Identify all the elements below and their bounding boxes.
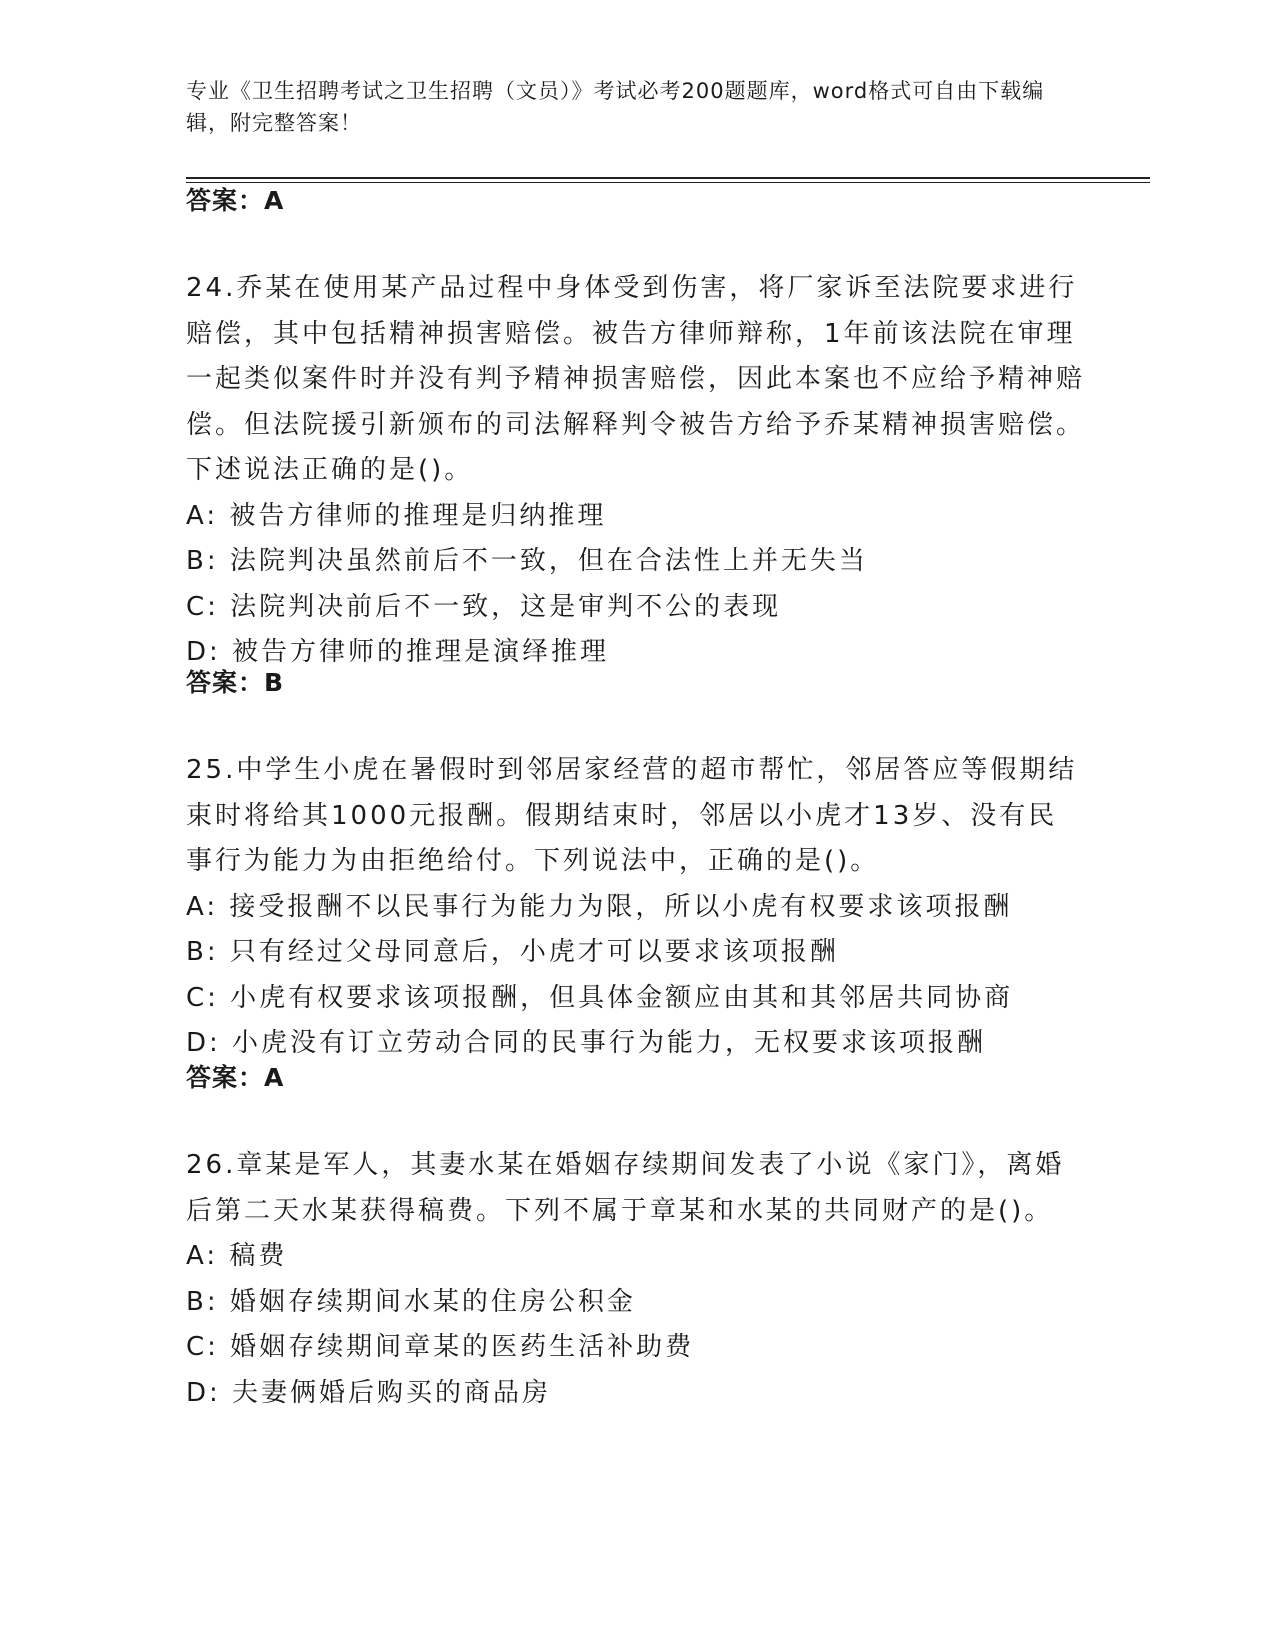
header-divider-thick [186,177,1150,179]
option-d: D: 被告方律师的推理是演绎推理 [186,637,610,667]
question-26 [186,1143,1086,1416]
option-d: D: 夫妻俩婚后购买的商品房 [186,1377,552,1408]
option-a: A: 被告方律师的推理是归纳推理 [186,500,607,531]
question-text: 25.中学生小虎在暑假时到邻居家经营的超市帮忙，邻居答应等假期结束时将给其1000元报酬。假期结束时，邻居以小虎才13岁、没有民事行为能力为由拒绝给付。下列说法中，正确的是()。 [186,755,1078,876]
option-b: B: 婚姻存续期间水某的住房公积金 [186,1286,636,1317]
document-header: 专业《卫生招聘考试之卫生招聘（文员）》考试必考200题题库，word格式可自由下载编辑，附完整答案！ [186,79,1045,135]
option-d: D: 小虎没有订立劳动合同的民事行为能力，无权要求该项报酬 [186,1028,987,1058]
question-text: 26.章某是军人，其妻水某在婚姻存续期间发表了小说《家门》，离婚后第二天水某获得稿费。下列不属于章某和水某的共同财产的是()。 [186,1150,1065,1226]
option-a: A: 稿费 [186,1241,288,1271]
answer-25: 答案：A [186,1063,285,1092]
option-c: C: 婚姻存续期间章某的医药生活补助费 [186,1332,695,1362]
answer-24: 答案：B [186,668,285,697]
option-b: B: 只有经过父母同意后，小虎才可以要求该项报酬 [186,937,839,967]
option-c: C: 法院判决前后不一致，这是审判不公的表现 [186,591,782,622]
option-a: A: 接受报酬不以民事行为能力为限，所以小虎有权要求该项报酬 [186,891,1013,922]
question-text: 24.乔某在使用某产品过程中身体受到伤害，将厂家诉至法院要求进行赔偿，其中包括精神损害赔偿。被告方律师辩称，1年前该法院在审理一起类似案件时并没有判予精神损害赔偿，因此本案也不应给予精神赔偿。但法院援引新颁布的司法解释判令被告方给予乔某精神损害赔偿。下述说法正确的是()。 [186,273,1086,485]
question-25 [186,748,1086,1067]
option-c: C: 小虎有权要求该项报酬，但具体金额应由其和其邻居共同协商 [186,982,1014,1013]
question-24 [186,266,1086,676]
header-divider-thin [186,182,1150,183]
answer-23: 答案：A [186,186,285,215]
option-b: B: 法院判决虽然前后不一致，但在合法性上并无失当 [186,546,868,576]
